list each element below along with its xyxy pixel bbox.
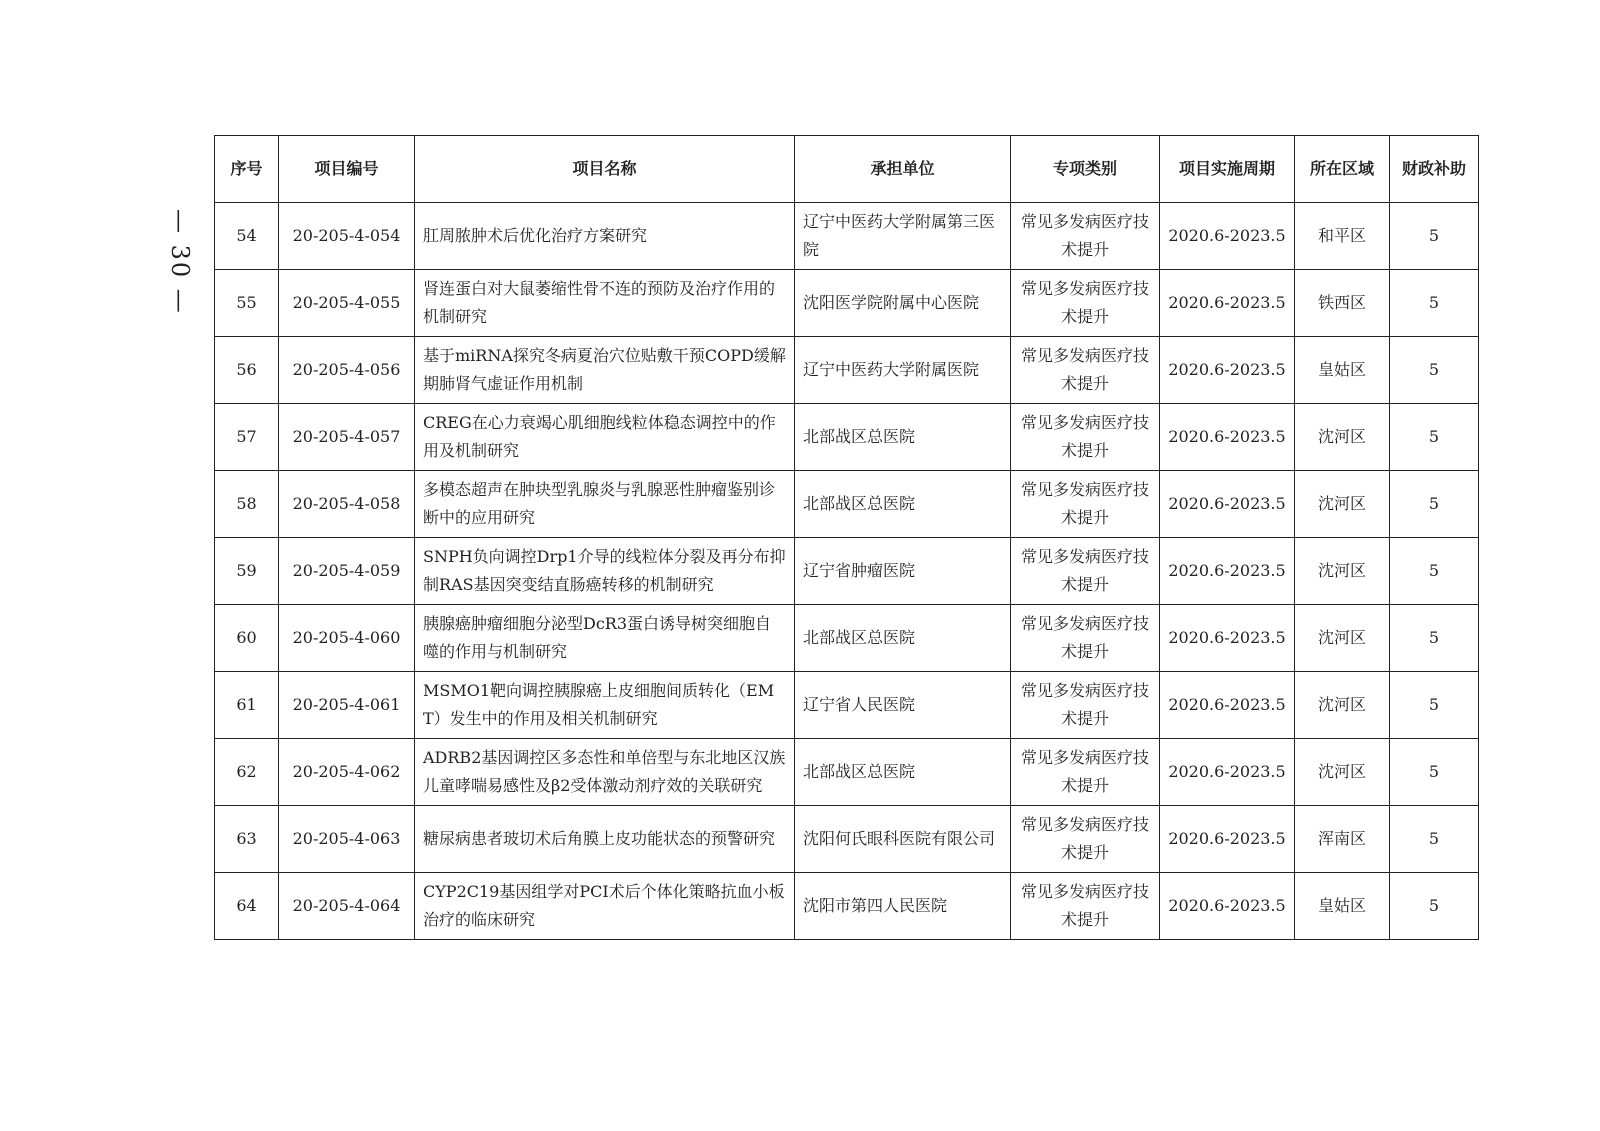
cell-period: 2020.6-2023.5 — [1160, 270, 1295, 337]
cell-code: 20-205-4-054 — [279, 203, 415, 270]
cell-district: 皇姑区 — [1295, 873, 1390, 940]
cell-subsidy: 5 — [1390, 538, 1479, 605]
table-row — [215, 873, 1479, 940]
cell-district: 沈河区 — [1295, 471, 1390, 538]
cell-subsidy: 5 — [1390, 739, 1479, 806]
cell-subsidy: 5 — [1390, 270, 1479, 337]
cell-district: 皇姑区 — [1295, 337, 1390, 404]
cell-district: 和平区 — [1295, 203, 1390, 270]
table-body — [215, 203, 1479, 940]
cell-no: 61 — [215, 672, 279, 739]
project-table — [214, 135, 1479, 940]
cell-period: 2020.6-2023.5 — [1160, 605, 1295, 672]
cell-district: 沈河区 — [1295, 605, 1390, 672]
table-row — [215, 404, 1479, 471]
cell-period: 2020.6-2023.5 — [1160, 806, 1295, 873]
header-period: 项目实施周期 — [1160, 136, 1295, 203]
cell-period: 2020.6-2023.5 — [1160, 672, 1295, 739]
cell-unit: 辽宁中医药大学附属第三医院 — [795, 203, 1011, 270]
cell-unit: 沈阳何氏眼科医院有限公司 — [795, 806, 1011, 873]
cell-subsidy: 5 — [1390, 404, 1479, 471]
cell-code: 20-205-4-056 — [279, 337, 415, 404]
cell-unit: 北部战区总医院 — [795, 739, 1011, 806]
cell-period: 2020.6-2023.5 — [1160, 337, 1295, 404]
cell-district: 沈河区 — [1295, 538, 1390, 605]
cell-project-name: 肛周脓肿术后优化治疗方案研究 — [415, 203, 795, 270]
table-row — [215, 270, 1479, 337]
cell-period: 2020.6-2023.5 — [1160, 471, 1295, 538]
header-unit: 承担单位 — [795, 136, 1011, 203]
header-subsidy: 财政补助 — [1390, 136, 1479, 203]
cell-period: 2020.6-2023.5 — [1160, 203, 1295, 270]
header-district: 所在区域 — [1295, 136, 1390, 203]
cell-period: 2020.6-2023.5 — [1160, 739, 1295, 806]
cell-code: 20-205-4-064 — [279, 873, 415, 940]
cell-category: 常见多发病医疗技术提升 — [1011, 270, 1160, 337]
table-row — [215, 739, 1479, 806]
cell-category: 常见多发病医疗技术提升 — [1011, 739, 1160, 806]
cell-period: 2020.6-2023.5 — [1160, 404, 1295, 471]
cell-code: 20-205-4-062 — [279, 739, 415, 806]
cell-unit: 北部战区总医院 — [795, 404, 1011, 471]
cell-no: 64 — [215, 873, 279, 940]
cell-unit: 沈阳医学院附属中心医院 — [795, 270, 1011, 337]
cell-period: 2020.6-2023.5 — [1160, 873, 1295, 940]
cell-category: 常见多发病医疗技术提升 — [1011, 806, 1160, 873]
table-row — [215, 605, 1479, 672]
table-header-row — [215, 136, 1479, 203]
cell-no: 58 — [215, 471, 279, 538]
table-row — [215, 672, 1479, 739]
cell-code: 20-205-4-059 — [279, 538, 415, 605]
cell-category: 常见多发病医疗技术提升 — [1011, 337, 1160, 404]
cell-code: 20-205-4-061 — [279, 672, 415, 739]
cell-no: 62 — [215, 739, 279, 806]
header-name: 项目名称 — [415, 136, 795, 203]
cell-unit: 辽宁省人民医院 — [795, 672, 1011, 739]
cell-code: 20-205-4-060 — [279, 605, 415, 672]
cell-district: 沈河区 — [1295, 404, 1390, 471]
cell-category: 常见多发病医疗技术提升 — [1011, 203, 1160, 270]
table-row — [215, 203, 1479, 270]
header-category: 专项类别 — [1011, 136, 1160, 203]
cell-subsidy: 5 — [1390, 873, 1479, 940]
cell-subsidy: 5 — [1390, 471, 1479, 538]
table-row — [215, 538, 1479, 605]
cell-no: 59 — [215, 538, 279, 605]
cell-code: 20-205-4-058 — [279, 471, 415, 538]
cell-unit: 辽宁中医药大学附属医院 — [795, 337, 1011, 404]
header-code: 项目编号 — [279, 136, 415, 203]
cell-code: 20-205-4-055 — [279, 270, 415, 337]
table-row — [215, 471, 1479, 538]
cell-code: 20-205-4-057 — [279, 404, 415, 471]
cell-district: 浑南区 — [1295, 806, 1390, 873]
cell-project-name: 基于miRNA探究冬病夏治穴位贴敷干预COPD缓解期肺肾气虚证作用机制 — [415, 337, 795, 404]
cell-subsidy: 5 — [1390, 605, 1479, 672]
cell-project-name: 肾连蛋白对大鼠萎缩性骨不连的预防及治疗作用的机制研究 — [415, 270, 795, 337]
cell-project-name: ADRB2基因调控区多态性和单倍型与东北地区汉族儿童哮喘易感性及β2受体激动剂疗效的关联研究 — [415, 739, 795, 806]
cell-unit: 北部战区总医院 — [795, 471, 1011, 538]
cell-subsidy: 5 — [1390, 203, 1479, 270]
page-number: — 30 — — [166, 209, 194, 315]
header-no: 序号 — [215, 136, 279, 203]
cell-project-name: CREG在心力衰竭心肌细胞线粒体稳态调控中的作用及机制研究 — [415, 404, 795, 471]
table-row — [215, 806, 1479, 873]
cell-category: 常见多发病医疗技术提升 — [1011, 873, 1160, 940]
cell-no: 63 — [215, 806, 279, 873]
cell-subsidy: 5 — [1390, 806, 1479, 873]
cell-project-name: CYP2C19基因组学对PCI术后个体化策略抗血小板治疗的临床研究 — [415, 873, 795, 940]
cell-district: 沈河区 — [1295, 739, 1390, 806]
cell-category: 常见多发病医疗技术提升 — [1011, 605, 1160, 672]
cell-subsidy: 5 — [1390, 672, 1479, 739]
cell-district: 沈河区 — [1295, 672, 1390, 739]
cell-project-name: 糖尿病患者玻切术后角膜上皮功能状态的预警研究 — [415, 806, 795, 873]
cell-unit: 辽宁省肿瘤医院 — [795, 538, 1011, 605]
cell-category: 常见多发病医疗技术提升 — [1011, 538, 1160, 605]
cell-project-name: MSMO1靶向调控胰腺癌上皮细胞间质转化（EMT）发生中的作用及相关机制研究 — [415, 672, 795, 739]
cell-no: 60 — [215, 605, 279, 672]
cell-district: 铁西区 — [1295, 270, 1390, 337]
cell-no: 55 — [215, 270, 279, 337]
cell-project-name: 多模态超声在肿块型乳腺炎与乳腺恶性肿瘤鉴别诊断中的应用研究 — [415, 471, 795, 538]
cell-unit: 沈阳市第四人民医院 — [795, 873, 1011, 940]
cell-category: 常见多发病医疗技术提升 — [1011, 471, 1160, 538]
cell-unit: 北部战区总医院 — [795, 605, 1011, 672]
cell-no: 57 — [215, 404, 279, 471]
cell-project-name: SNPH负向调控Drp1介导的线粒体分裂及再分布抑制RAS基因突变结直肠癌转移的机制研究 — [415, 538, 795, 605]
cell-category: 常见多发病医疗技术提升 — [1011, 672, 1160, 739]
cell-project-name: 胰腺癌肿瘤细胞分泌型DcR3蛋白诱导树突细胞自噬的作用与机制研究 — [415, 605, 795, 672]
cell-no: 56 — [215, 337, 279, 404]
cell-period: 2020.6-2023.5 — [1160, 538, 1295, 605]
cell-subsidy: 5 — [1390, 337, 1479, 404]
cell-code: 20-205-4-063 — [279, 806, 415, 873]
cell-category: 常见多发病医疗技术提升 — [1011, 404, 1160, 471]
cell-no: 54 — [215, 203, 279, 270]
table-row — [215, 337, 1479, 404]
